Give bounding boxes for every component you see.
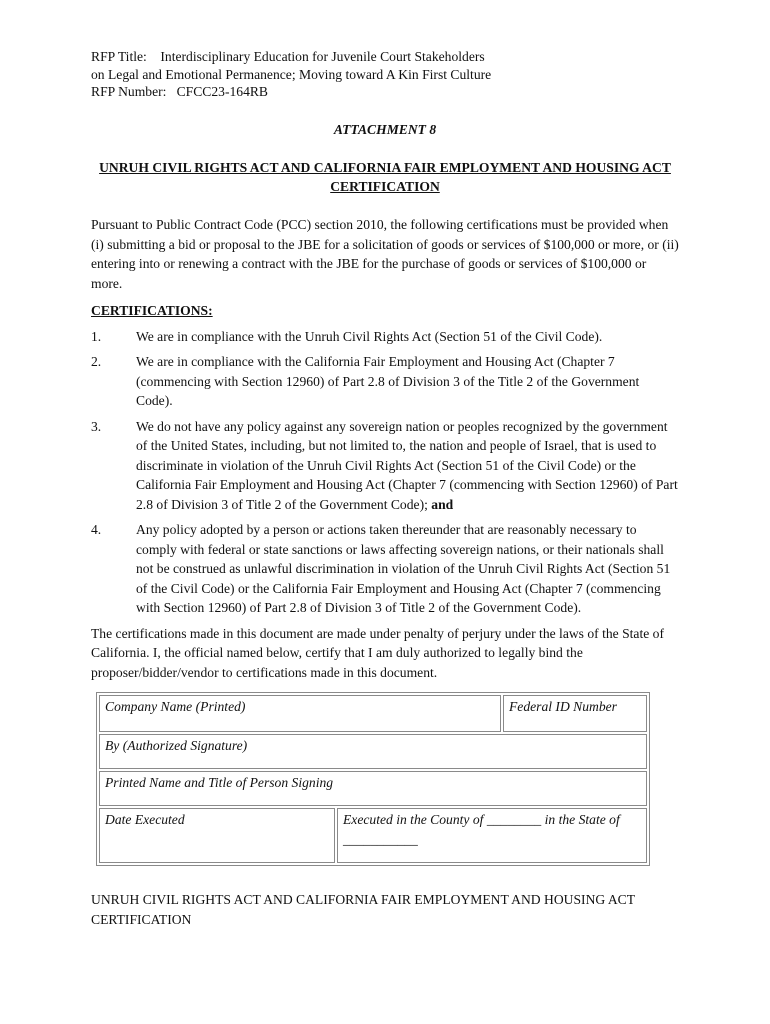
executed-in-county-field[interactable]: Executed in the County of ________ in the State of ___________: [337, 808, 647, 863]
printed-name-field[interactable]: Printed Name and Title of Person Signing: [99, 771, 647, 806]
closing-paragraph: The certifications made in this document are made under penalty of perjury under the laws of the State of California. I, the official named below, certify that I am duly authorized to legally bind the proposer/bidder/vendor to certifications made in this document.: [91, 625, 665, 680]
form-row: [98, 770, 648, 807]
federal-id-field[interactable]: Federal ID Number: [503, 695, 647, 732]
certification-item: [91, 520, 679, 618]
certification-item: [91, 352, 679, 411]
company-name-field[interactable]: Company Name (Printed): [99, 695, 501, 732]
form-row: [98, 694, 648, 733]
certification-item: [91, 417, 679, 515]
document-page: [91, 48, 679, 930]
form-row: [98, 733, 648, 770]
attachment-label: ATTACHMENT 8: [333, 121, 437, 137]
rfp-title-line1: RFP Title: Interdisciplinary Education for Juvenile Court Stakeholders: [91, 49, 485, 64]
page-footer: UNRUH CIVIL RIGHTS ACT AND CALIFORNIA FAIR EMPLOYMENT AND HOUSING ACT CERTIFICATION: [91, 892, 635, 927]
item-text: We are in compliance with the California Fair Employment and Housing Act (Chapter 7 (commencing with Section 12960) of Part 2.8 of Division 3 of the Title 2 of the Government Code).: [136, 354, 640, 408]
signature-field[interactable]: By (Authorized Signature): [99, 734, 647, 769]
signature-form: [96, 692, 650, 866]
item-bold-suffix: and: [431, 496, 454, 512]
item-text: Any policy adopted by a person or actions taken thereunder that are reasonably necessary to comply with federal or state sanctions or laws affecting sovereign nations, or their nationals shall not be construed as unlawful discrimination in violation of the Unruh Civil Rights Act (Section 51 of the Civil Code) or the California Fair Employment and Housing Act (Chapter 7 (commencing with Section 12960) of Part 2.8 of Division 3 of Title 2 of the Government Code).: [136, 522, 671, 615]
item-text-wrapper: [136, 417, 679, 515]
document-title: UNRUH CIVIL RIGHTS ACT AND CALIFORNIA FAIR EMPLOYMENT AND HOUSING ACT CERTIFICATION: [99, 160, 671, 194]
item-number: 4.: [91, 522, 102, 537]
item-number: 1.: [91, 328, 102, 344]
certifications-heading: CERTIFICATIONS:: [91, 303, 213, 318]
intro-paragraph: Pursuant to Public Contract Code (PCC) section 2010, the following certifications must be provided when (i) submitting a bid or proposal to the JBE for a solicitation of goods or services of $100,000 or more, or (ii) entering into or renewing a contract with the JBE for the purchase of goods or services of $100,000 or more.: [91, 217, 679, 291]
item-number: 3.: [91, 418, 102, 434]
item-text: We do not have any policy against any sovereign nation or peoples recognized by the government of the United States, including, but not limited to, the nation and people of Israel, that is used to discriminate in violation of the Unruh Civil Rights Act (Section 51 of the Civil Code) or the California Fair Employment and Housing Act (Chapter 7 (commencing with Section 12960) of Part 2.8 of Division 3 of Title 2 of the Government Code);: [136, 418, 678, 512]
rfp-header: [91, 48, 679, 101]
date-executed-field[interactable]: Date Executed: [99, 808, 335, 863]
item-text: We are in compliance with the Unruh Civil Rights Act (Section 51 of the Civil Code).: [136, 328, 603, 344]
rfp-number: RFP Number: CFCC23-164RB: [91, 84, 269, 99]
rfp-title-line2: on Legal and Emotional Permanence; Moving toward A Kin First Culture: [91, 66, 492, 82]
form-row: [98, 807, 648, 864]
item-number: 2.: [91, 354, 102, 369]
certification-item: [91, 327, 679, 347]
